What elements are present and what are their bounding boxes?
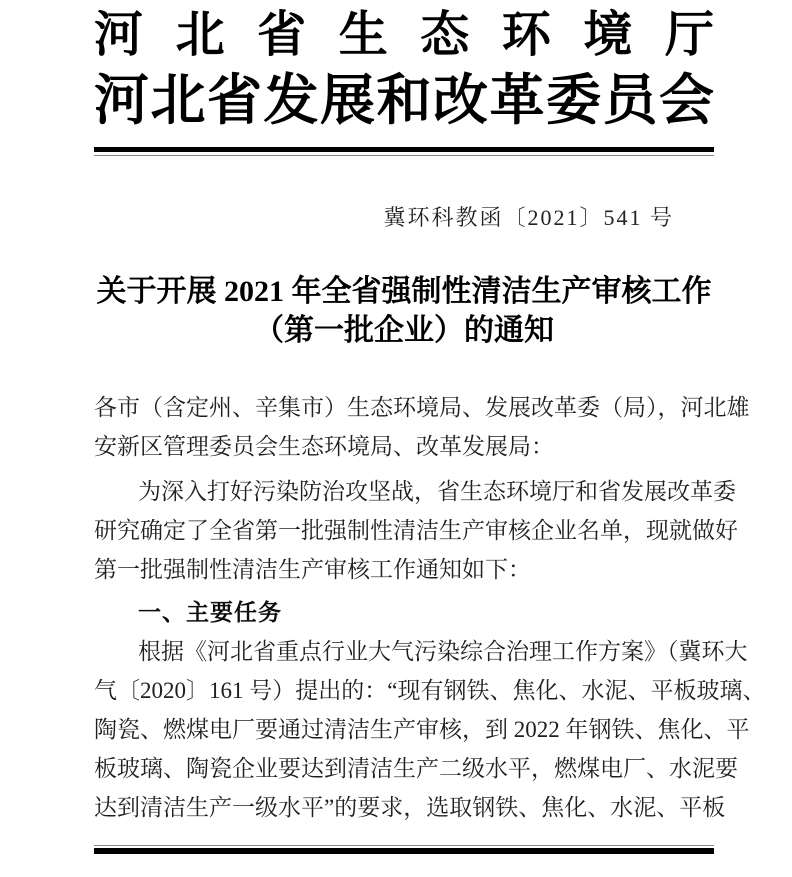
paragraph-2-line-3: 陶瓷、燃煤电厂要通过清洁生产审核，到 2022 年钢铁、焦化、平 bbox=[94, 717, 750, 742]
paragraph-2-line-1: 根据《河北省重点行业大气污染综合治理工作方案》（冀环大 bbox=[138, 639, 748, 664]
paragraph-1-line-3: 第一批强制性清洁生产审核工作通知如下： bbox=[94, 557, 531, 582]
document-title bbox=[94, 272, 714, 350]
document-body bbox=[94, 388, 766, 827]
document-title-line-1: 关于开展 2021 年全省强制性清洁生产审核工作 bbox=[96, 275, 712, 308]
paragraph-2-line-2: 气〔2020〕161 号）提出的：“现有钢铁、焦化、水泥、平板玻璃、 bbox=[94, 678, 766, 703]
header-divider bbox=[94, 147, 714, 156]
recipients-line-2: 安新区管理委员会生态环境局、改革发展局： bbox=[94, 434, 554, 459]
issuing-agency-1: 河北省生态环境厅 bbox=[94, 7, 714, 62]
section-heading-main-tasks: 一、主要任务 bbox=[138, 599, 282, 625]
recipients-line-1: 各市（含定州、辛集市）生态环境局、发展改革委（局），河北雄 bbox=[94, 395, 750, 420]
footer-divider-thick-line bbox=[94, 848, 714, 854]
paragraph-1-line-1: 为深入打好污染防治攻坚战，省生态环境厅和省发展改革委 bbox=[138, 479, 736, 504]
header-divider-thin-line bbox=[94, 155, 714, 156]
paragraph-2-line-4: 板玻璃、陶瓷企业要达到清洁生产二级水平，燃煤电厂、水泥要 bbox=[94, 756, 738, 781]
document-number: 冀环科教函〔2021〕541 号 bbox=[383, 205, 674, 230]
footer-divider bbox=[94, 845, 714, 854]
paragraph-1-line-2: 研究确定了全省第一批强制性清洁生产审核企业名单，现就做好 bbox=[94, 518, 738, 543]
letterhead bbox=[94, 2, 714, 134]
issuing-agency-2: 河北省发展和改革委员会 bbox=[94, 70, 714, 131]
document-title-line-2: （第一批企业）的通知 bbox=[254, 314, 554, 347]
paragraph-2-line-5: 达到清洁生产一级水平”的要求，选取钢铁、焦化、水泥、平板 bbox=[94, 795, 726, 820]
